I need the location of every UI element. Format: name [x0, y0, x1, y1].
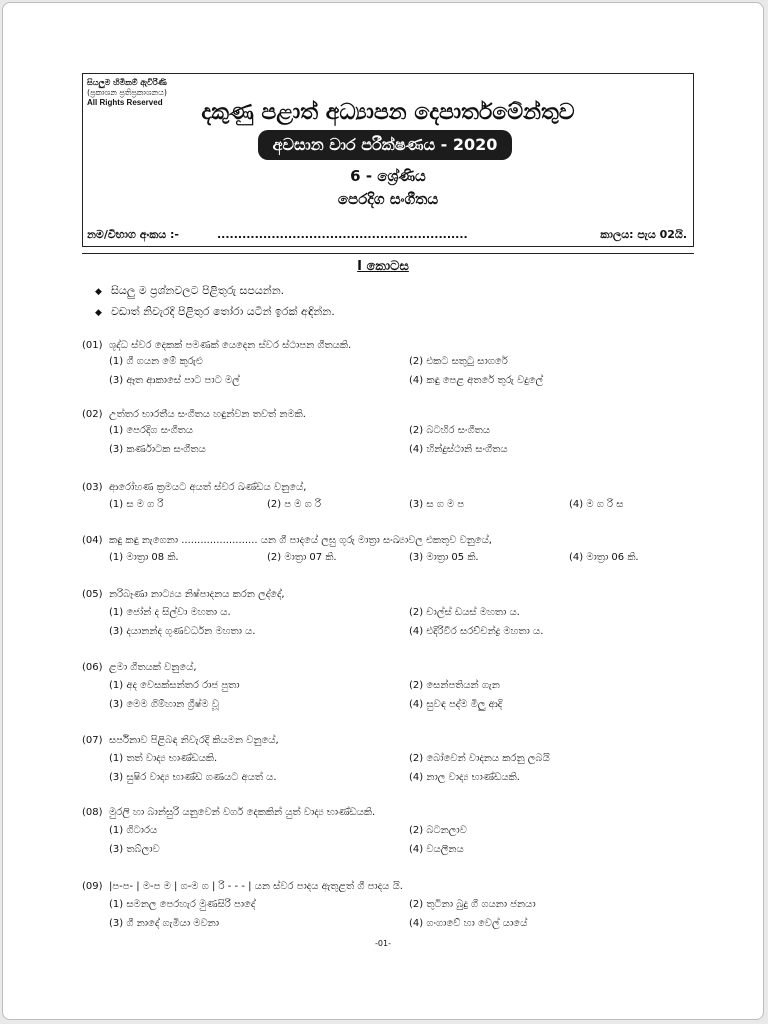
option-2[interactable]: (2) බටහිර සංගීතය	[409, 425, 490, 436]
option-4[interactable]: (4) මාත්‍රා 06 කි.	[569, 552, 639, 563]
question-1	[82, 338, 702, 398]
option-3[interactable]: (3) තබ්ලාව	[109, 844, 160, 855]
option-3[interactable]: (3) ඈත ආකාසේ පාට පාට මල්	[109, 375, 240, 386]
option-3[interactable]: (3) ස ග ම ප	[409, 499, 465, 510]
option-2[interactable]: (2) එකට සතුටු සාගරේ	[409, 356, 508, 367]
name-dots: ............................................................	[217, 228, 468, 241]
question-number: (05)	[82, 589, 103, 600]
option-1[interactable]: (1) ගී ගයන මේ කුරුළු	[109, 356, 203, 367]
question-number: (03)	[82, 482, 103, 493]
page-number: -01-	[375, 939, 391, 948]
question-9	[82, 879, 702, 939]
instruction-text: වඩාත් නිවැරදි පිළිතුර තෝරා යටින් ඉරක් අඳින්න.	[111, 305, 335, 318]
subject-label: පෙරදිග සංගීතය	[337, 190, 439, 208]
exam-page	[2, 2, 764, 1020]
option-2[interactable]: (2) බෝවෙන් වාදනය කරනු ලබයි	[409, 753, 550, 764]
option-2[interactable]: (2) ප ම ග රි	[267, 499, 322, 510]
question-text: |ප-ප- | ම-ප ම | ග-ම ග | රි - - - | යන ස්වර පාදය ඇතුළත් ගී පාදය යි.	[109, 881, 403, 892]
option-2[interactable]: (2) චාල්ස් ඩයස් මහතා ය.	[409, 607, 520, 618]
option-1[interactable]: (1) ස ම ග රි	[109, 499, 164, 510]
diamond-bullet-icon: ◆	[95, 287, 102, 297]
question-number: (06)	[82, 662, 103, 673]
question-text: කඳු කඳු නැගෙනා ........................ යන ගී පාදයේ ලඝු ගුරු මාත්‍රා සංඛ්‍යාවල එකතුව වනුයේ,	[109, 535, 492, 546]
question-2	[82, 407, 702, 467]
option-1[interactable]: (1) ගිටාරය	[109, 825, 158, 836]
question-3	[82, 480, 702, 520]
option-2[interactable]: (2) මාත්‍රා 07 කි.	[267, 552, 337, 563]
option-1[interactable]: (1) ජෝන් ද සිල්වා මහතා ය.	[109, 607, 231, 618]
instruction-2	[95, 305, 335, 319]
option-3[interactable]: (3) දයානන්ද ගුණවර්ධන මහතා ය.	[109, 626, 256, 637]
question-4	[82, 533, 702, 573]
time-label: කාලය: පැය 02යි.	[600, 228, 687, 241]
option-4[interactable]: (4) ගංගාවේ හා වෙල් යායේ	[409, 918, 528, 929]
option-2[interactable]: (2) සෙන්පතියන් ගැන	[409, 680, 500, 691]
option-1[interactable]: (1) මාත්‍රා 08 කි.	[109, 552, 179, 563]
header-box	[82, 73, 694, 247]
part-title: I කොටස	[357, 259, 409, 274]
question-number: (01)	[82, 340, 103, 351]
option-3[interactable]: (3) මාත්‍රා 05 කි.	[409, 552, 479, 563]
question-number: (07)	[82, 735, 103, 746]
question-text: ශුද්ධ ස්වර දෙකක් පමණක් යෙදෙන ස්වර ස්ථාපන ගීතයකි.	[109, 340, 352, 351]
question-6	[82, 660, 702, 720]
question-text: උත්තර භාරතීය සංගීතය හඳුන්වන තවත් නමකි.	[109, 409, 306, 420]
question-number: (08)	[82, 807, 103, 818]
option-4[interactable]: (4) ම ග රි ස	[569, 499, 624, 510]
option-1[interactable]: (1) තත් වාද්‍ය භාණ්ඩයකි.	[109, 753, 218, 764]
option-4[interactable]: (4) සුවඳ පද්ම මිලු ආදි	[409, 699, 503, 710]
question-7	[82, 733, 702, 793]
question-text: සර්පිනාව පිළිබඳ නිවැරදි කියමන වනුයේ,	[109, 735, 279, 746]
name-label: නම/විභාග අංකය :-	[87, 228, 179, 241]
option-1[interactable]: (1) පෙරදිග සංගීතය	[109, 425, 193, 436]
option-3[interactable]: (3) මෙම ගිම්හාන ග්‍රීෂ්ම වූ	[109, 699, 219, 710]
question-number: (04)	[82, 535, 103, 546]
copyright-line-2: (ප්‍රකාශන ප්‍රතිප්‍රකාශනය)	[87, 88, 167, 97]
question-8	[82, 805, 702, 865]
header-divider	[82, 253, 694, 254]
grade-label: 6 - ශ්‍රේණිය	[350, 167, 426, 185]
option-4[interactable]: (4) වයලීනය	[409, 844, 464, 855]
option-2[interactable]: (2) බටනලාව	[409, 825, 467, 836]
copyright-line-1: සියලුම හිමිකම් ඇවිරිණි	[87, 78, 167, 87]
option-4[interactable]: (4) කඳු පෙළ අතරේ තුරු වදුලේ	[409, 375, 544, 386]
option-4[interactable]: (4) නාල වාද්‍ය භාණ්ඩයකි.	[409, 772, 520, 783]
question-number: (02)	[82, 409, 103, 420]
option-4[interactable]: (4) හින්දුස්ථානි සංගීතය	[409, 444, 508, 455]
question-text: මුරලි හා බාන්සුරි යනුවෙන් වර්ග දෙකකින් යුත් වාද්‍ය භාණ්ඩයකි.	[109, 807, 376, 818]
instruction-1	[95, 284, 284, 298]
copyright-line-3: All Rights Reserved	[87, 98, 163, 107]
diamond-bullet-icon: ◆	[95, 308, 102, 318]
option-2[interactable]: (2) තුටිනා බුදු ගී ගයනා ජනයා	[409, 899, 536, 910]
option-3[interactable]: (3) ගී නාදේ ගැමියා මවනා	[109, 918, 220, 929]
question-text: ළමා ගීතයක් වනුයේ,	[109, 662, 197, 673]
option-3[interactable]: (3) කර්ණාටක සංගීතය	[109, 444, 206, 455]
option-1[interactable]: (1) සමනල පෙරහැර මුණසිරි පාදේ	[109, 899, 256, 910]
question-text: ආරෝහණ ක්‍රමයට අයත් ස්වර ඛණ්ඩය වනුයේ,	[109, 482, 307, 493]
option-4[interactable]: (4) එදිරිවීර සරච්චන්ද්‍ර මහතා ය.	[409, 626, 544, 637]
option-3[interactable]: (3) සුෂිර වාද්‍ය භාණ්ඩ ගණයට අයත් ය.	[109, 772, 277, 783]
name-row	[87, 228, 687, 246]
question-number: (09)	[82, 881, 103, 892]
question-text: නරිබෑණා නාට්‍යය නිෂ්පාදනය කරන ලද්දේ,	[109, 589, 285, 600]
instruction-text: සියලු ම ප්‍රශ්නවලට පිළිතුරු සපයන්න.	[111, 284, 285, 297]
exam-badge: අවසාන වාර පරීක්ෂණය - 2020	[258, 130, 512, 160]
department-title: දකුණු පළාත් අධ්‍යාපන දෙපාර්තමේන්තුව	[201, 100, 575, 125]
question-5	[82, 587, 702, 647]
option-1[interactable]: (1) අද වෙසක්සන්තර රාජ පුතා	[109, 680, 240, 691]
